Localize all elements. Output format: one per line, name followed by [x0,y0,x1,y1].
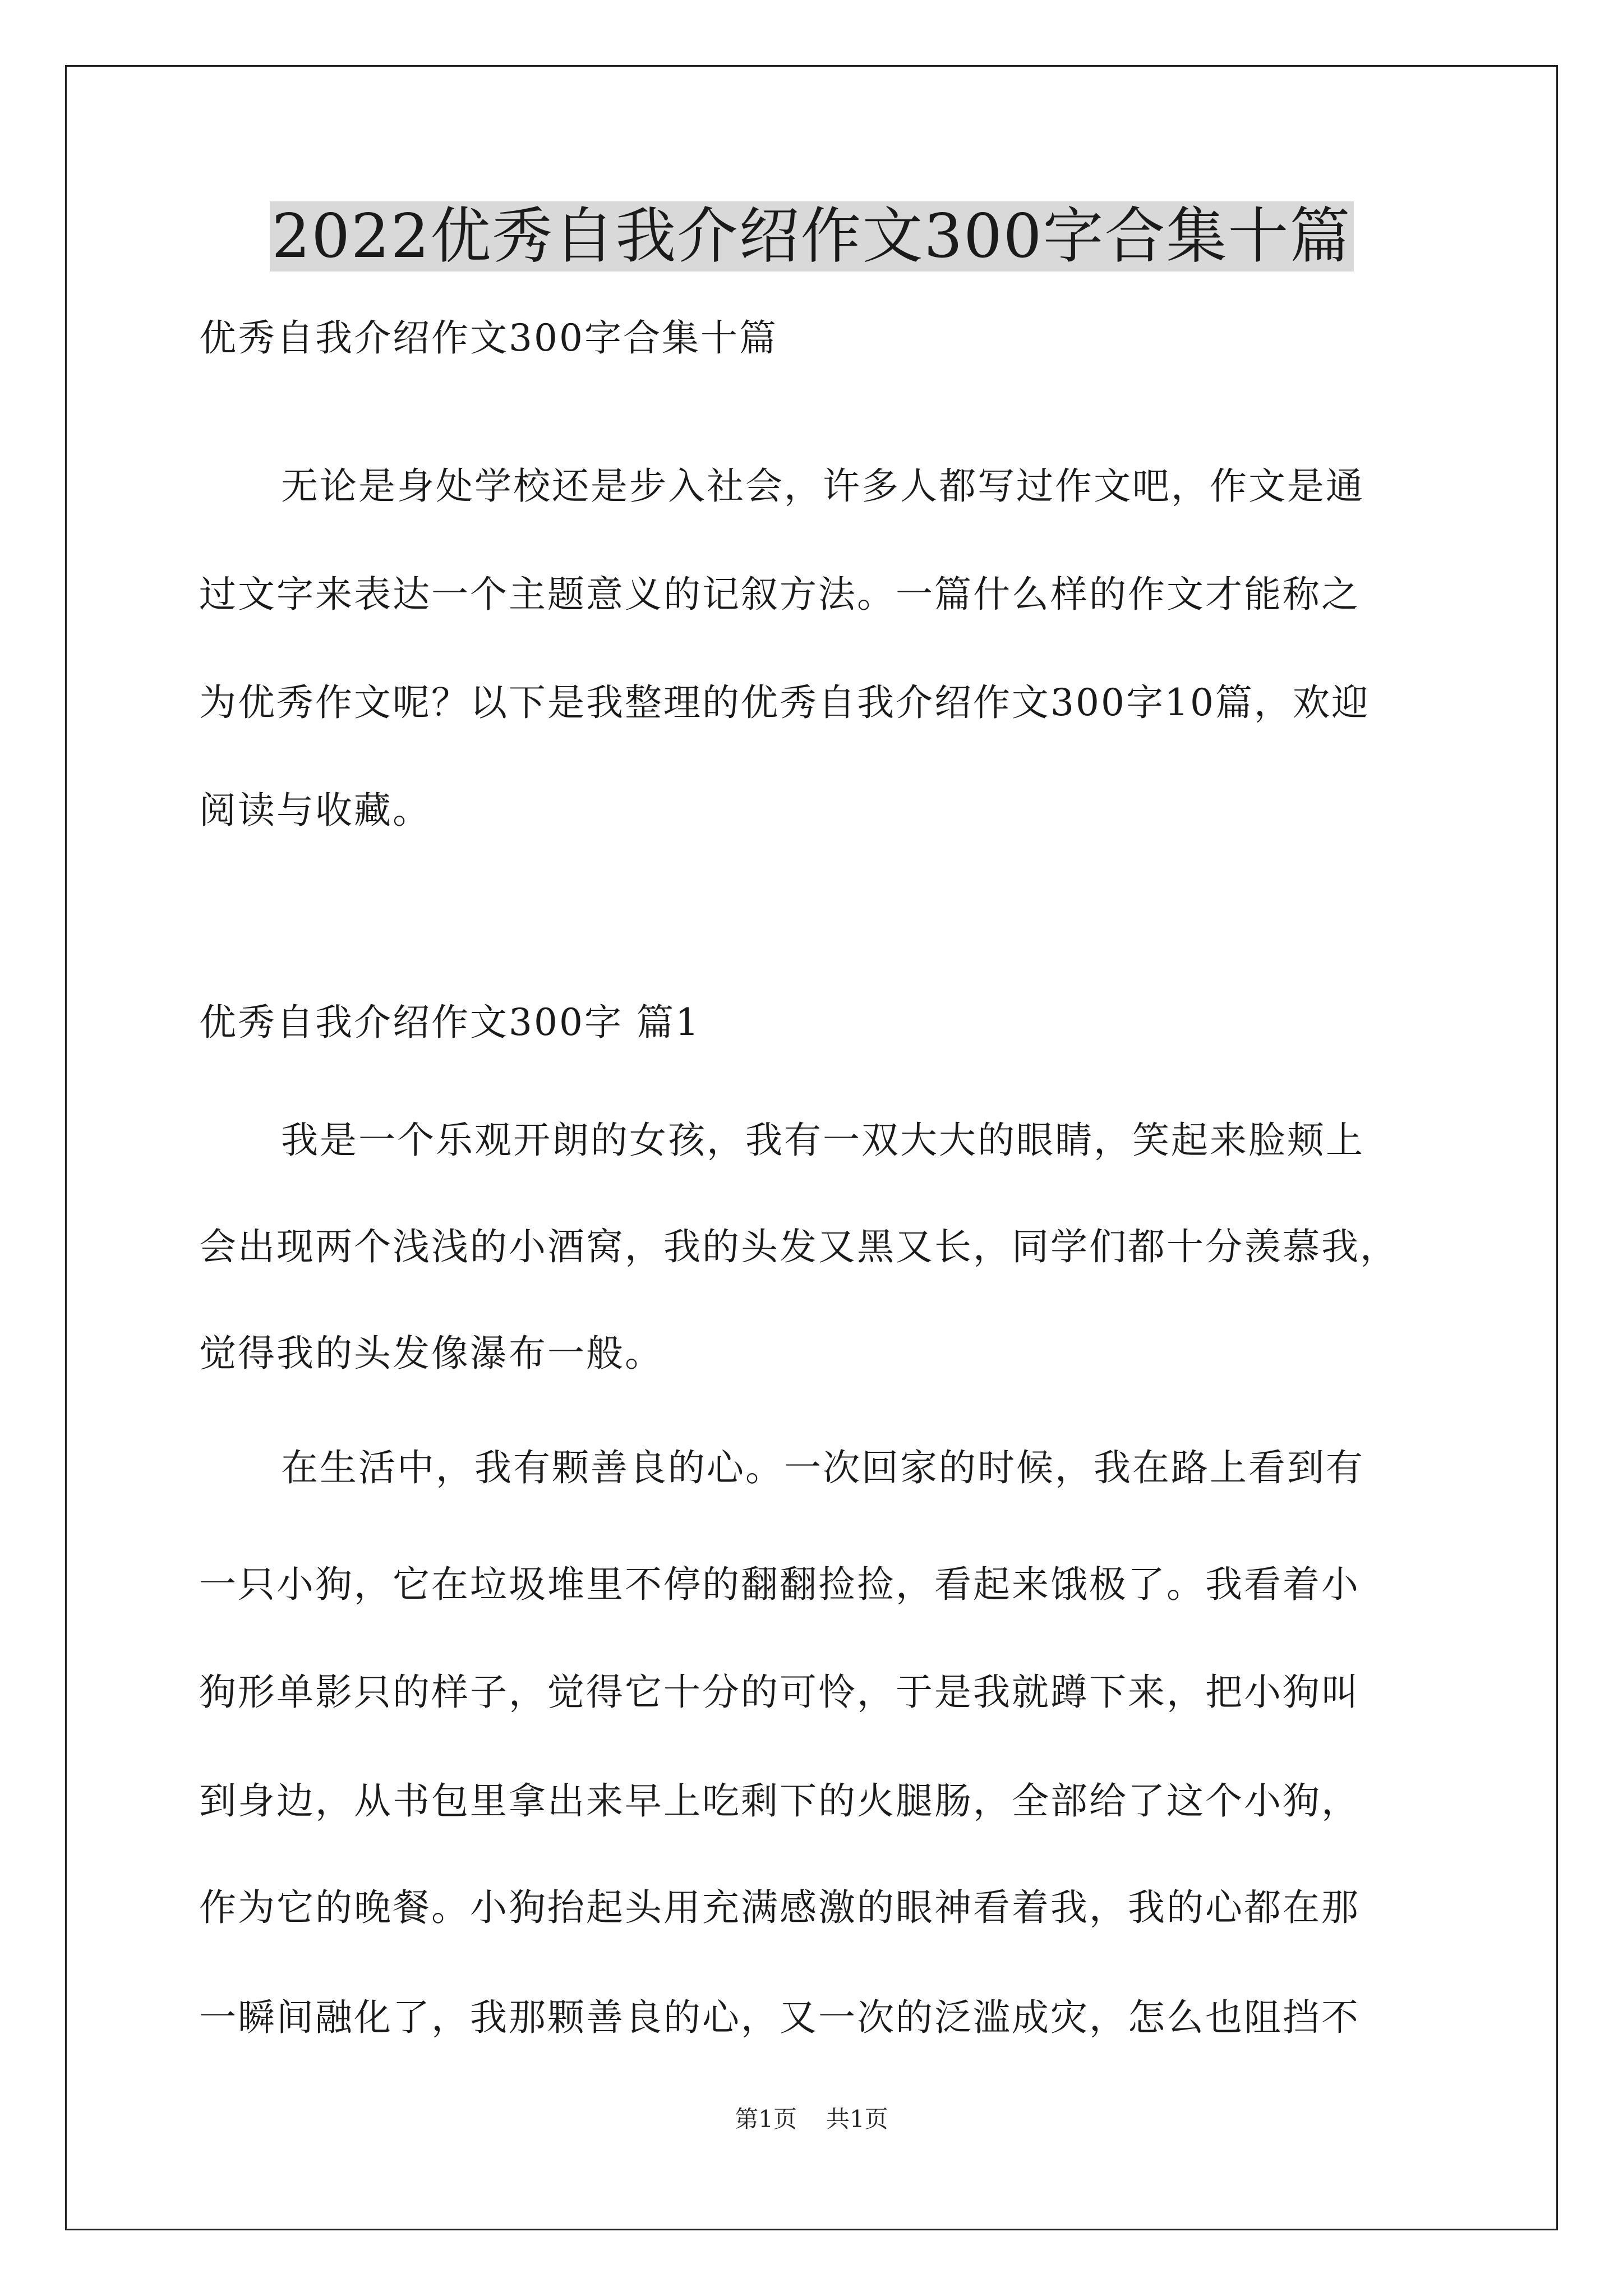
paragraph-line: 在生活中，我有颗善良的心。一次回家的时候，我在路上看到有 [281,1446,1364,1489]
intro-line: 过文字来表达一个主题意义的记叙方法。一篇什么样的作文才能称之 [199,573,1360,616]
paragraph-line: 一瞬间融化了，我那颗善良的心，又一次的泛滥成灾，怎么也阻挡不 [199,1996,1360,2039]
page-number-total: 共1页 [826,2105,888,2133]
document-subtitle: 优秀自我介绍作文300字合集十篇 [199,316,778,360]
paragraph-line: 会出现两个浅浅的小酒窝，我的头发又黑又长，同学们都十分羡慕我， [199,1225,1399,1268]
intro-line: 阅读与收藏。 [199,789,431,832]
page-number-current: 第1页 [735,2105,797,2133]
paragraph-line: 我是一个乐观开朗的女孩，我有一双大大的眼睛，笑起来脸颊上 [281,1119,1364,1162]
paragraph-line: 到身边，从书包里拿出来早上吃剩下的火腿肠，全部给了这个小狗， [199,1779,1360,1823]
paragraph-line: 觉得我的头发像瀑布一般。 [199,1332,663,1375]
document-title [0,197,1623,276]
intro-line: 无论是身处学校还是步入社会，许多人都写过作文吧，作文是通 [281,464,1364,508]
section-heading: 优秀自我介绍作文300字 篇1 [199,1001,700,1044]
paragraph-line: 一只小狗，它在垃圾堆里不停的翻翻捡捡，看起来饿极了。我看着小 [199,1563,1360,1606]
intro-line: 为优秀作文呢？以下是我整理的优秀自我介绍作文300字10篇，欢迎 [199,681,1370,724]
page-footer [0,2102,1623,2136]
paragraph-line: 狗形单影只的样子，觉得它十分的可怜，于是我就蹲下来，把小狗叫 [199,1671,1360,1714]
paragraph-line: 作为它的晚餐。小狗抬起头用充满感激的眼神看着我，我的心都在那 [199,1886,1360,1929]
document-title-text: 2022优秀自我介绍作文300字合集十篇 [270,201,1354,272]
